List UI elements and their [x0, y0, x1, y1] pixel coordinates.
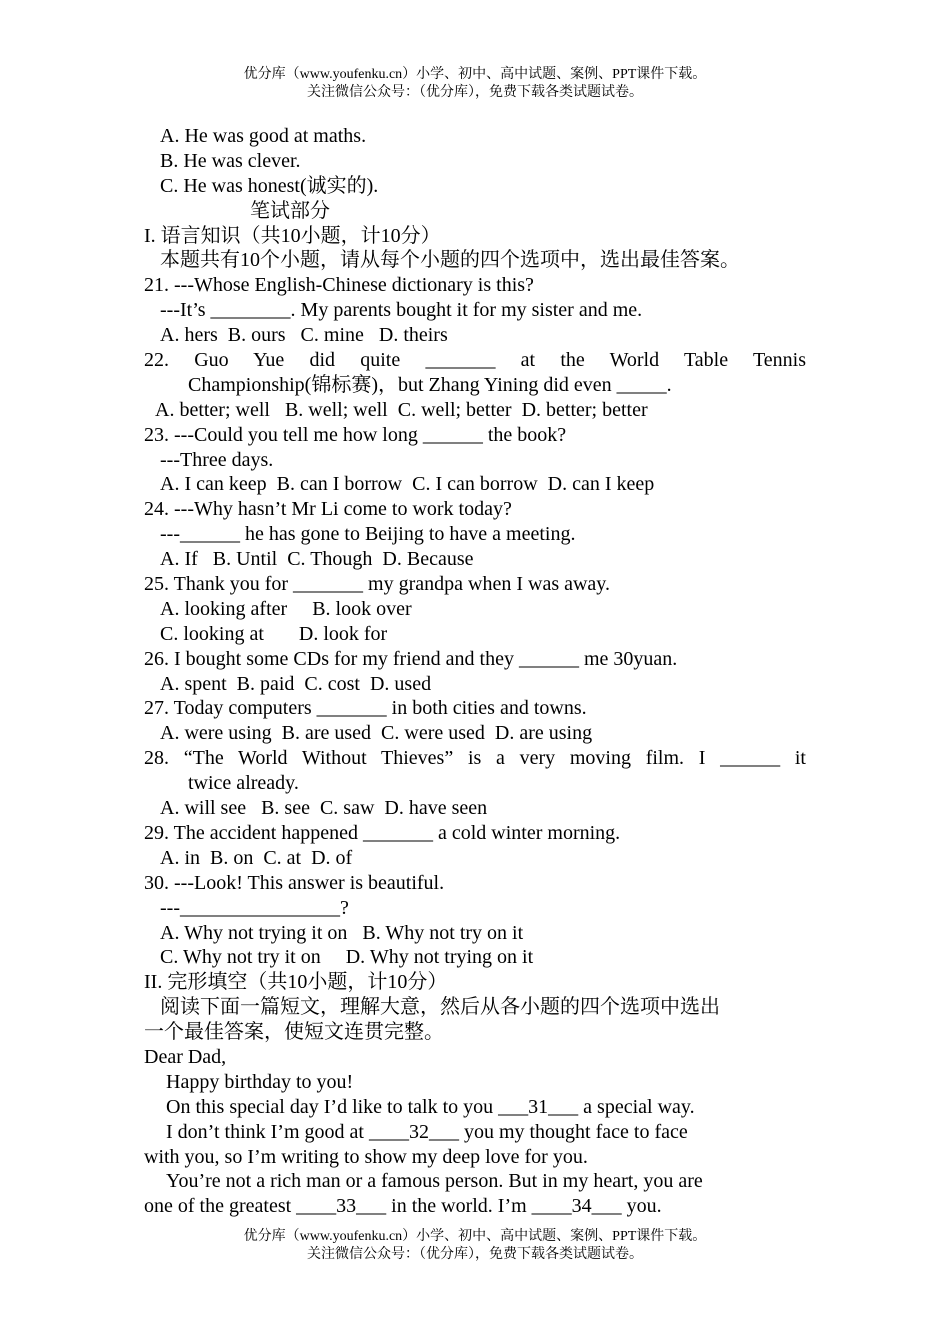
q28-stem-cont: twice already. — [188, 772, 299, 795]
section2-title: II. 完形填空（共10小题，计10分） — [144, 971, 448, 994]
letter-para-4a: You’re not a rich man or a famous person. But in my heart, you are — [166, 1170, 703, 1193]
section2-instruction-2: 一个最佳答案，使短文连贯完整。 — [144, 1021, 444, 1044]
header-line-1: 优分库（www.youfenku.cn）小学、初中、高中试题、案例、PPT课件下载。 — [243, 67, 707, 82]
exam-content — [144, 124, 806, 1219]
q26-options: A. spent B. paid C. cost D. used — [160, 672, 432, 695]
letter-para-2: On this special day I’d like to talk to you ___31___ a special way. — [166, 1095, 695, 1118]
page-header — [0, 66, 950, 102]
q27-options: A. were using B. are used C. were used D. are using — [160, 722, 593, 745]
footer-line-2: 关注微信公众号：（优分库），免费下载各类试题试卷。 — [307, 1247, 643, 1262]
q30-stem: 30. ---Look! This answer is beautiful. — [144, 871, 445, 894]
q27-stem: 27. Today computers _______ in both cities and towns. — [144, 697, 587, 720]
q22-stem: 22. Guo Yue did quite _______ at the World Table Tennis — [144, 349, 806, 372]
section2-instruction-1: 阅读下面一篇短文，理解大意，然后从各小题的四个选项中选出 — [160, 996, 720, 1019]
q25-options-ab: A. looking after B. look over — [160, 597, 412, 620]
q29-options: A. in B. on C. at D. of — [160, 846, 353, 869]
q22-stem-cont: Championship(锦标赛)，but Zhang Yining did even _____. — [188, 373, 672, 396]
q30-reply: ---________________? — [160, 896, 349, 919]
q24-reply: ---______ he has gone to Beijing to have a meeting. — [160, 523, 576, 546]
q26-stem: 26. I bought some CDs for my friend and they ______ me 30yuan. — [144, 647, 678, 670]
letter-greeting: Dear Dad, — [144, 1045, 227, 1068]
footer-line-1: 优分库（www.youfenku.cn）小学、初中、高中试题、案例、PPT课件下载。 — [243, 1229, 707, 1244]
q23-reply: ---Three days. — [160, 448, 274, 471]
section1-title: I. 语言知识（共10小题，计10分） — [144, 224, 441, 247]
letter-para-3a: I don’t think I’m good at ____32___ you my thought face to face — [166, 1120, 688, 1143]
q22-options: A. better; well B. well; well C. well; better D. better; better — [155, 398, 648, 421]
q28-options: A. will see B. see C. saw D. have seen — [160, 797, 488, 820]
q23-options: A. I can keep B. can I borrow C. I can borrow D. can I keep — [160, 473, 655, 496]
q30-options-ab: A. Why not trying it on B. Why not try on it — [160, 921, 524, 944]
letter-para-3b: with you, so I’m writing to show my deep love for you. — [144, 1145, 588, 1168]
q21-reply: ---It’s ________. My parents bought it for my sister and me. — [160, 299, 643, 322]
header-line-2: 关注微信公众号：（优分库），免费下载各类试题试卷。 — [307, 85, 643, 100]
q28-stem: 28. “The World Without Thieves” is a very moving film. I ______ it — [144, 747, 806, 770]
page-footer — [0, 1228, 950, 1264]
prev-option-a: A. He was good at maths. — [160, 125, 367, 147]
section1-instruction: 本题共有10个小题，请从每个小题的四个选项中，选出最佳答案。 — [160, 249, 740, 272]
written-section-title: 笔试部分 — [250, 199, 330, 222]
q25-options-cd: C. looking at D. look for — [160, 622, 388, 645]
q23-stem: 23. ---Could you tell me how long ______ the book? — [144, 423, 567, 446]
letter-para-1: Happy birthday to you! — [166, 1070, 354, 1093]
q25-stem: 25. Thank you for _______ my grandpa when I was away. — [144, 573, 611, 596]
letter-para-4b: one of the greatest ____33___ in the world. I’m ____34___ you. — [144, 1195, 662, 1218]
q24-stem: 24. ---Why hasn’t Mr Li come to work today? — [144, 498, 512, 521]
prev-option-b: B. He was clever. — [160, 149, 301, 172]
q30-options-cd: C. Why not try it on D. Why not trying on it — [160, 946, 534, 969]
q24-options: A. If B. Until C. Though D. Because — [160, 548, 474, 571]
q21-stem: 21. ---Whose English-Chinese dictionary is this? — [144, 274, 534, 297]
prev-option-c: C. He was honest(诚实的). — [160, 174, 379, 197]
q29-stem: 29. The accident happened _______ a cold winter morning. — [144, 821, 621, 844]
q21-options: A. hers B. ours C. mine D. theirs — [160, 324, 448, 347]
